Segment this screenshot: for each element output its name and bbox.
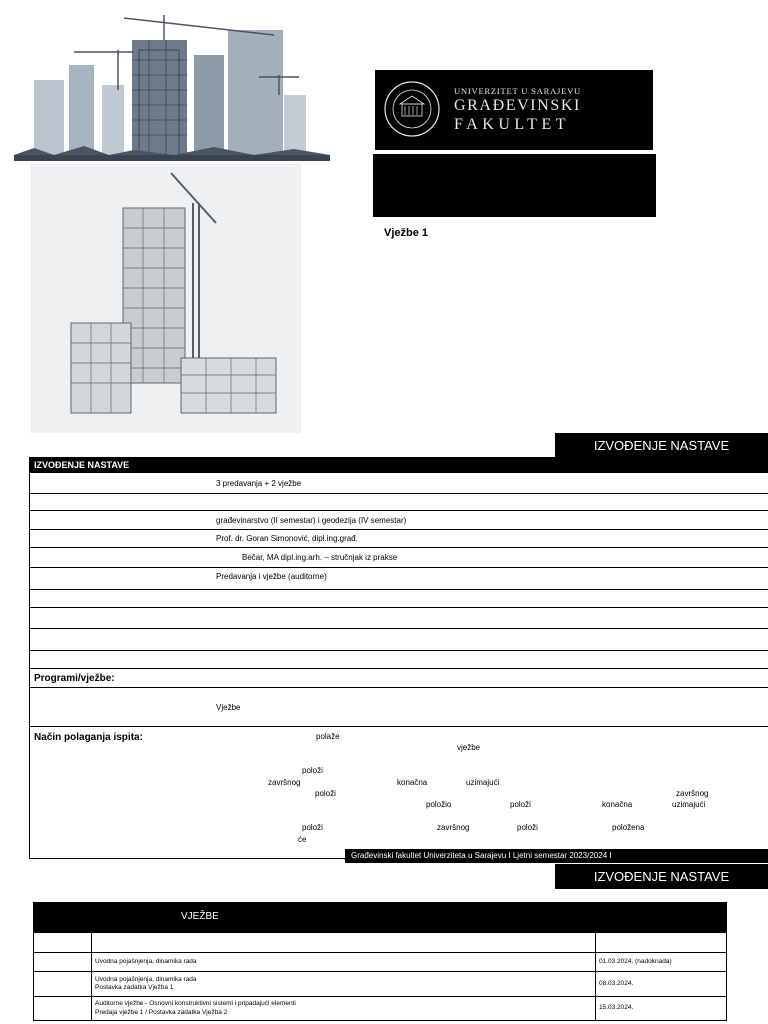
exam-method-label: Način polaganja ispita: xyxy=(34,732,143,743)
logo-faculty-name-line1: GRAĐEVINSKI xyxy=(454,97,581,114)
logo-university-name: UNIVERZITET U SARAJEVU xyxy=(454,86,581,96)
exam-text-fragment: će xyxy=(298,835,307,844)
row-divider xyxy=(30,687,768,688)
row-divider xyxy=(30,607,768,608)
programs-value: Vježbe xyxy=(216,703,241,712)
exercises-table-title: VJEŽBE xyxy=(181,911,219,922)
assistant-value: Bečar, MA dipl.ing.arh. – stručnjak iz prakse xyxy=(242,553,398,562)
row-number xyxy=(34,972,92,997)
table-row xyxy=(34,953,727,972)
exam-text-fragment: vježbe xyxy=(457,743,481,752)
row-date: 15.03.2024. xyxy=(596,997,727,1021)
row-divider xyxy=(30,628,768,629)
row-date xyxy=(596,933,727,953)
exam-text-fragment: uzimajući xyxy=(672,800,706,809)
university-seal-icon xyxy=(383,80,441,138)
row-divider xyxy=(30,589,768,590)
row-date: 01.03.2024. (nadoknada) xyxy=(596,953,727,972)
row-divider xyxy=(30,510,768,511)
exercises-table-header xyxy=(33,902,727,932)
row-date: 08.03.2024. xyxy=(596,972,727,997)
exam-text-fragment: položi xyxy=(510,800,531,809)
exam-text-fragment: konačna xyxy=(602,800,633,809)
exam-text-fragment: uzimajući xyxy=(466,778,500,787)
teaching-form-value: Predavanja i vježbe (auditorne) xyxy=(216,572,327,581)
row-number xyxy=(34,997,92,1021)
city-skyline-illustration xyxy=(14,10,330,165)
exam-text-fragment: položi xyxy=(302,823,323,832)
info-table-header: IZVOĐENJE NASTAVE xyxy=(30,458,768,473)
exam-text-fragment: položi xyxy=(517,823,538,832)
row-description: Uvodna pojašnjenja, dinamika rada xyxy=(92,953,596,972)
exam-text-fragment: položi xyxy=(302,766,323,775)
hours-value: 3 predavanja + 2 vježbe xyxy=(216,479,302,488)
exam-text-fragment: položio xyxy=(426,800,452,809)
table-row xyxy=(34,997,727,1021)
row-description: Uvodna pojašnjenja, dinamika rada Postavka zadatka Vježba 1 xyxy=(92,972,596,997)
row-description: Auditorne vježbe - Osnovni konstruktivni sistemi i pripadajući elementi Predaja vježbe 1 / Postavka zadatka Vježba 2 xyxy=(92,997,596,1021)
table-row xyxy=(34,933,727,953)
exam-text-fragment: položi xyxy=(315,789,336,798)
row-divider xyxy=(30,567,768,568)
row-number xyxy=(34,933,92,953)
exam-text-fragment: polaže xyxy=(316,732,340,741)
university-logo xyxy=(375,70,653,150)
row-number xyxy=(34,953,92,972)
study-program-value: građevinarstvo (II semestar) i geodezija (IV semestar) xyxy=(216,516,407,525)
row-description xyxy=(92,933,596,953)
section-banner: IZVOĐENJE NASTAVE xyxy=(555,433,768,457)
building-construction-illustration xyxy=(31,163,301,433)
row-divider xyxy=(30,529,768,530)
section-banner: IZVOĐENJE NASTAVE xyxy=(555,864,768,889)
row-divider xyxy=(30,668,768,669)
course-info-table xyxy=(29,457,768,859)
row-divider xyxy=(30,493,768,494)
row-divider xyxy=(30,547,768,548)
exam-text-fragment: završnog xyxy=(437,823,470,832)
programs-label: Programi/vježbe: xyxy=(34,673,115,684)
exam-text-fragment: položena xyxy=(612,823,645,832)
exam-text-fragment: završnog xyxy=(268,778,301,787)
exam-text-fragment: konačna xyxy=(397,778,428,787)
page-footer: Građevinski fakultet Univerziteta u Sarajevu I Ljetni semestar 2023/2024 I xyxy=(345,849,768,863)
professor-value: Prof. dr. Goran Simonović, dipl.ing.građ. xyxy=(216,534,358,543)
logo-faculty-name-line2: FAKULTET xyxy=(454,116,570,133)
document-title: Vježbe 1 xyxy=(384,227,429,239)
row-divider xyxy=(30,726,768,727)
exercises-table xyxy=(33,932,727,1021)
table-row xyxy=(34,972,727,997)
redacted-title-block xyxy=(373,154,656,217)
row-divider xyxy=(30,650,768,651)
exam-text-fragment: završnog xyxy=(676,789,709,798)
